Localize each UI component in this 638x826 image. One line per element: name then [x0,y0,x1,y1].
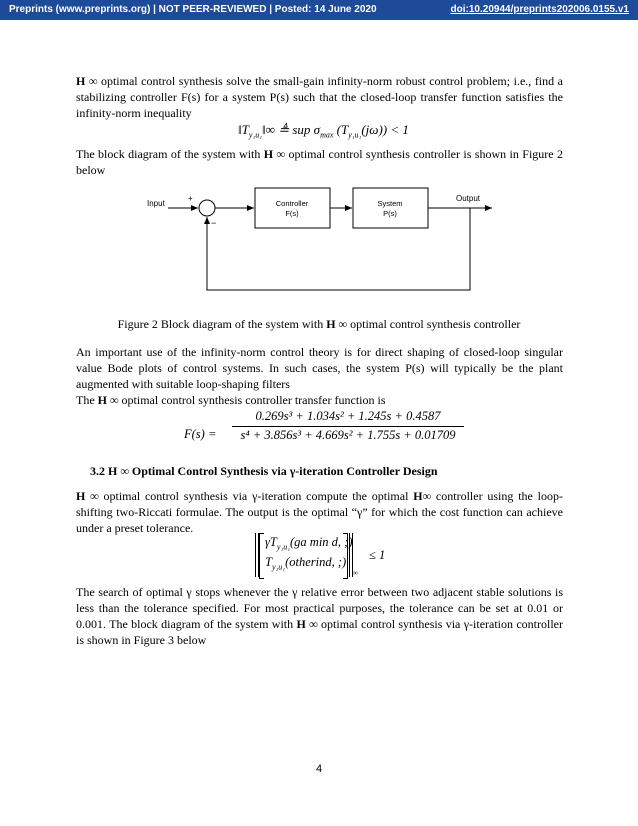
h-infinity-label: H ∞ [263,147,286,161]
summing-junction [199,200,215,216]
eq1-def-sub: max [320,130,334,140]
doi-link[interactable]: doi:10.20944/preprints202006.0155.v1 [450,4,629,15]
eq3-row1-main: γT [265,535,277,549]
equation-transfer-function [184,409,464,448]
page-number: 4 [315,763,323,775]
caption-text-a: Figure 2 Block diagram of the system with [117,317,327,331]
figure2-caption [0,317,638,332]
p6-text-a: The search of optimal γ stops whenever the γ relative error between two adjacent stable solutions is less than the tolerance specified. For most practical purposes, the tolerance can be set at 0.01 or 0.001. The block diagram of the system with [76,585,563,631]
banner-left-text: Preprints (www.preprints.org) | NOT PEER-REVIEWED | Posted: 14 June 2020 [9,4,377,15]
eq3-row1 [265,535,353,552]
output-label: Output [456,194,481,203]
controller-transfer-label: F(s) [285,209,299,218]
system-transfer-label: P(s) [383,209,397,218]
h-infinity-label: H ∞ [296,617,318,631]
h-infinity-label: H ∞ [326,317,348,331]
eq2-numerator: 0.269s³ + 1.034s² + 1.245s + 0.4587 [255,409,441,423]
summing-minus-sign: − [211,218,217,228]
eq1-rhs-sub: y₁u₁ [348,130,362,140]
system-block [353,188,428,228]
eq3-row1-tail: (ga min d, ;) [290,535,353,549]
eq3-row1-sub: y₁u₁ [276,542,291,552]
h-infinity-label-2: H∞ [413,489,432,503]
equation-gamma-norm [255,533,405,579]
h-infinity-label: H ∞ [97,393,119,407]
paragraph-loop-shaping [76,344,563,392]
feedback-path [207,208,470,290]
p2-text-a: The block diagram of the system with [76,147,264,161]
summing-plus-sign: + [188,194,193,203]
p4-text-a: The [76,393,98,407]
p5-text-b: controller using the loop-shifting two-Riccati formulae. The output is the optimal “γ” for which the cost function can achieve under a preset tolerance. [76,489,564,535]
paragraph-loop-shaping-text: An important use of the infinity-norm control theory is for direct shaping of closed-loop singular value Bode plots of control systems. In such cases, the system P(s) will typically be the plant augmented with suitable loop-shaping filters [76,345,563,391]
bracket-right [343,533,348,579]
eq1-lhs-sub: y₁u₁ [248,130,263,140]
eq3-row2-main: T [265,555,272,569]
fraction-bar [232,426,464,427]
eq3-row2 [265,555,346,572]
eq3-norm-sub: ∞ [353,569,358,577]
eq1-def: ≜ sup σ [278,122,321,137]
input-label: Input [147,199,165,208]
eq1-rhs: (T [336,122,349,137]
eq1-rhs-tail: (jω)) < 1 [361,122,409,137]
paragraph-gamma-iteration [76,488,563,536]
p5-text-a: optimal control synthesis via γ-iteration compute the optimal [98,489,414,503]
controller-label: Controller [275,199,309,208]
h-infinity-label: H ∞ [76,74,98,88]
eq3-row2-tail: (otherind, ;) [285,555,347,569]
p4-text-b: optimal control synthesis controller transfer function is [118,393,386,407]
controller-block [255,188,330,228]
eq2-lhs: F(s) = [184,427,217,441]
eq1-lhs: ‖T [238,122,249,137]
eq2-denominator: s⁴ + 3.856s³ + 4.669s² + 1.755s + 0.01709 [240,428,456,442]
section-heading: 3.2 H ∞ Optimal Control Synthesis via γ-iteration Controller Design [90,464,438,478]
caption-text-b: optimal control synthesis controller [347,317,521,331]
paragraph-transfer-intro [76,392,563,408]
p2-text-b: optimal control synthesis controller is shown in Figure 2 below [76,147,563,177]
bracket-left [259,533,264,579]
p6-text-b: optimal control synthesis via γ-iteration controller is shown in Figure 3 below [76,617,563,647]
eq3-rhs: ≤ 1 [369,548,386,562]
paragraph-intro-text: optimal control synthesis solve the small-gain infinity-norm robust control problem; i.e., find a stabilizing controller F(s) for a system P(s) such that the closed-loop transfer function satisfies the infinity-norm inequality [76,74,564,120]
eq3-row2-sub: y₁u₁ [271,562,286,572]
system-label: System [377,199,403,208]
paragraph-gamma-search [76,584,563,648]
h-infinity-label: H ∞ [76,489,99,503]
eq1-lhs-norm: ‖∞ [262,122,275,137]
